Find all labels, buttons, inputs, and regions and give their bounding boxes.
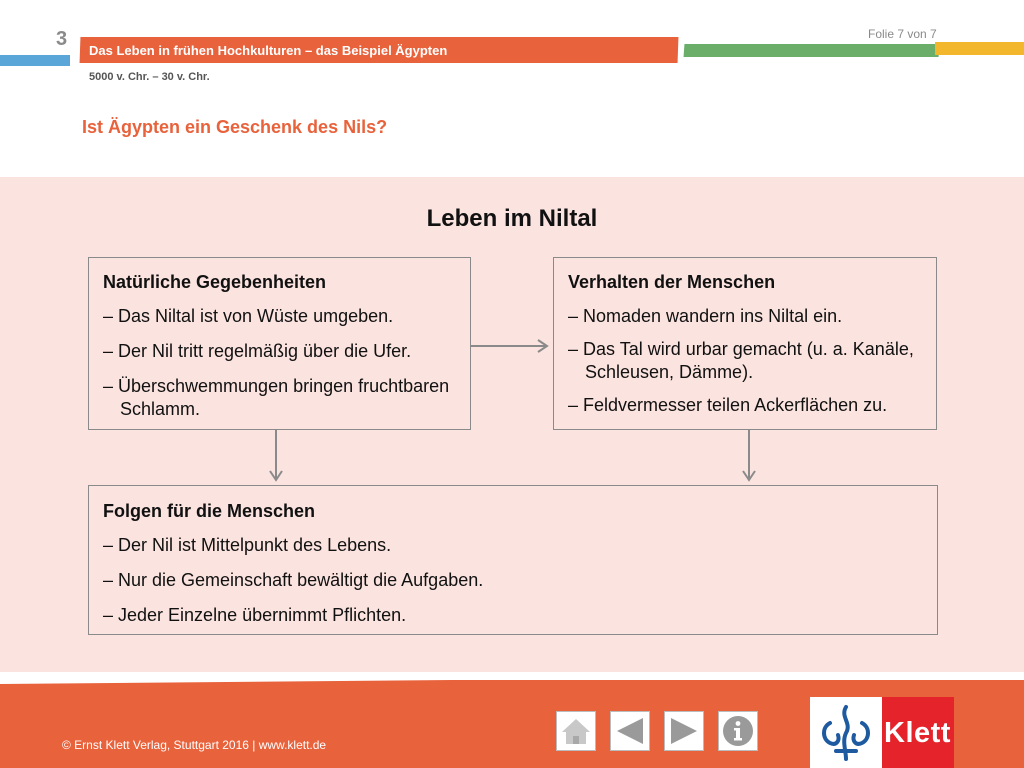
box-consequences (88, 485, 938, 635)
list-item: – Das Niltal ist von Wüste umgeben. (103, 306, 394, 326)
date-range: 5000 v. Chr. – 30 v. Chr. (89, 71, 210, 83)
triangle-right-icon (667, 714, 701, 748)
decorative-band-blue (0, 55, 70, 66)
box-natural-conditions (88, 257, 471, 430)
home-icon (559, 714, 593, 748)
diagram-title: Leben im Niltal (426, 205, 598, 232)
previous-slide-button[interactable] (610, 711, 650, 751)
box-title: Folgen für die Menschen (103, 501, 316, 521)
box-title: Verhalten der Menschen (568, 272, 776, 292)
klett-wordmark: Klett (884, 717, 951, 749)
box-human-behavior (553, 257, 937, 430)
klett-emblem-icon (810, 697, 882, 768)
list-item: – Überschwemmungen bringen fruchtbaren Schlamm. (103, 376, 450, 419)
list-item: – Der Nil ist Mittelpunkt des Lebens. (103, 535, 392, 555)
info-icon (721, 714, 755, 748)
list-item: – Jeder Einzelne übernimmt Pflichten. (103, 605, 407, 625)
box-list (103, 534, 923, 627)
box-list (103, 305, 456, 421)
info-button[interactable] (718, 711, 758, 751)
slide-counter: Folie 7 von 7 (868, 27, 937, 41)
list-item: – Feldvermesser teilen Ackerflächen zu. (568, 395, 888, 415)
box-title: Natürliche Gegebenheiten (103, 272, 327, 292)
header-title: Das Leben in frühen Hochkulturen – das Beispiel Ägypten (89, 43, 448, 58)
list-item: – Nur die Gemeinschaft bewältigt die Aufgaben. (103, 570, 484, 590)
list-item: – Das Tal wird urbar gemacht (u. a. Kanäle, Schleusen, Dämme). (568, 339, 914, 382)
home-button[interactable] (556, 711, 596, 751)
decorative-band-yellow (935, 42, 1024, 55)
box-list (568, 305, 922, 417)
next-slide-button[interactable] (664, 711, 704, 751)
chapter-number: 3 (56, 28, 68, 50)
triangle-left-icon (613, 714, 647, 748)
slide-question: Ist Ägypten ein Geschenk des Nils? (82, 117, 388, 137)
klett-logo[interactable] (810, 697, 954, 768)
list-item: – Der Nil tritt regelmäßig über die Ufer. (103, 341, 412, 361)
copyright: © Ernst Klett Verlag, Stuttgart 2016 | www.klett.de (62, 738, 327, 752)
list-item: – Nomaden wandern ins Niltal ein. (568, 306, 843, 326)
decorative-band-green (684, 44, 940, 57)
